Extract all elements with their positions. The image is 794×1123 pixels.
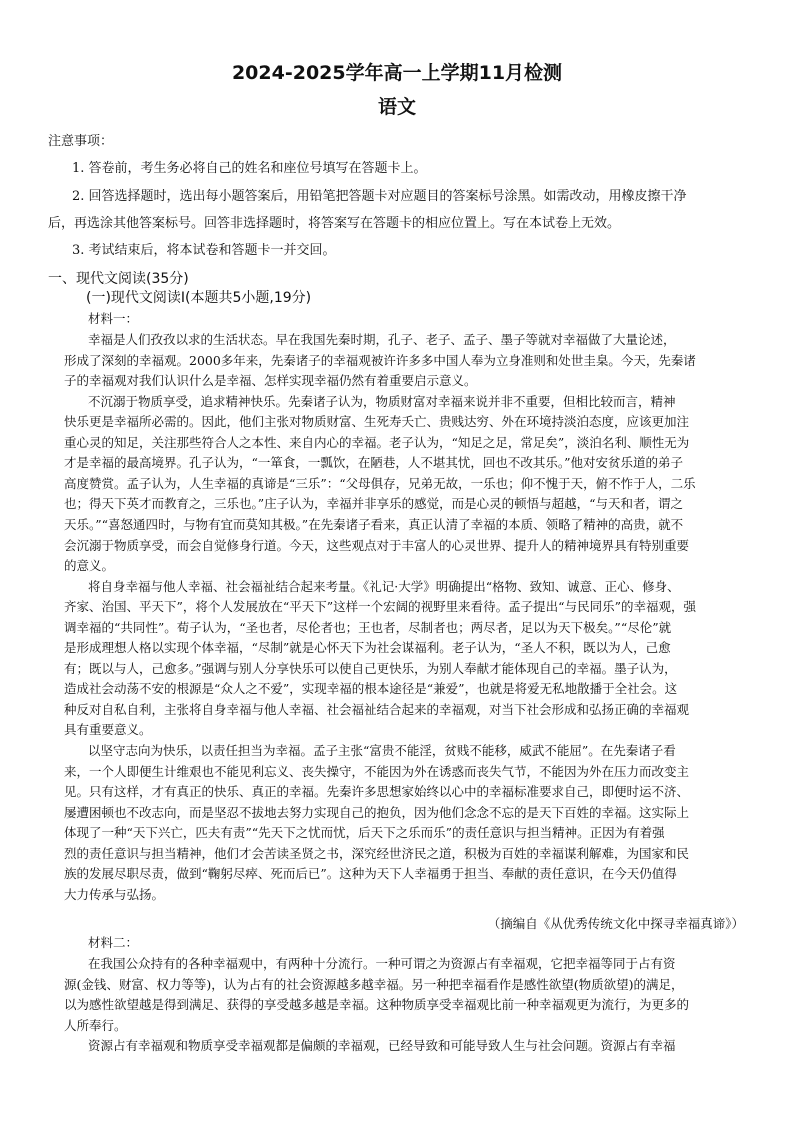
material1-line: 以坚守志向为快乐，以责任担当为幸福。孟子主张“富贵不能淫，贫贱不能移，威武不能屈”。在先秦诸子看	[88, 743, 676, 758]
material1-line: 形成了深刻的幸福观。2000多年来，先秦诸子的幸福观被许许多多中国人奉为立身准则和处世圭臬。今天，先秦诸	[64, 352, 696, 368]
material1-line: 的意义。	[64, 558, 115, 574]
material1-line: 种反对自私自利，主张将自身幸福与他人幸福、社会福祉结合起来的幸福观，对当下社会形成和弘扬正确的幸福观	[64, 701, 690, 717]
material1-line: 具有重要意义。	[64, 722, 152, 738]
material1-line: 烈的责任意识与担当精神，他们才会苦读圣贤之书，深究经世济民之道，积极为百姓的幸福谋利解难，为国家和民	[64, 845, 690, 861]
material1-line: 幸福是人们孜孜以求的生活状态。早在我国先秦时期，孔子、老子、孟子、墨子等就对幸福做了大量论述，	[88, 332, 676, 347]
material2-line: 在我国公众持有的各种幸福观中，有两种十分流行。一种可谓之为资源占有幸福观，它把幸福等同于占有资	[88, 956, 676, 971]
material2-line: 人所奉行。	[64, 1017, 127, 1033]
material1-line: 重心灵的知足，关注那些符合人之本性、来自内心的幸福。老子认为，“知足之足，常足矣”，淡泊名利、顺性无为	[64, 434, 690, 450]
exam-subject: 语文	[377, 96, 416, 118]
notice-item-1: 1. 答卷前，考生务必将自己的姓名和座位号填写在答题卡上。	[72, 161, 427, 176]
material1-line: 大力传承与弘扬。	[64, 886, 165, 902]
material1-line: 会沉溺于物质享受，而会自觉修身行道。今天，这些观点对于丰富人的心灵世界、提升人的精神境界具有特别重要	[64, 537, 690, 553]
material1-line: 见。只有这样，才有真正的快乐、真正的幸福。先秦许多思想家始终以心中的幸福标准要求自己，即便时运不济、	[64, 784, 690, 800]
subsection-title: (一)现代文阅读Ⅰ(本题共5小题,19分)	[86, 290, 312, 306]
material2-line: 资源占有幸福观和物质享受幸福观都是偏颇的幸福观，已经导致和可能导致人生与社会问题。资源占有幸福	[88, 1038, 676, 1054]
notice-item-2: 2. 回答选择题时，选出每小题答案后，用铅笔把答题卡对应题目的答案标号涂黑。如需改动，用橡皮擦干净	[72, 189, 687, 204]
material1-line: 屡遭困顿也不改志向，而是坚忍不拔地去努力实现自己的抱负，因为他们念念不忘的是天下百姓的幸福。这实际上	[64, 804, 690, 820]
material1-line: 也；得天下英才而教育之，三乐也。”庄子认为，幸福并非享乐的感觉，而是心灵的顿悟与超越，“与天和者，谓之	[64, 496, 684, 512]
source-citation: （摘编自《从优秀传统文化中探寻幸福真谛》）	[487, 916, 744, 931]
notice-item-2-cont: 后，再选涂其他答案标号。回答非选择题时，将答案写在答题卡的相应位置上。写在本试卷上无效。	[48, 216, 621, 231]
material1-line: 才是幸福的最高境界。孔子认为，“一箪食，一瓢饮，在陋巷，人不堪其忧，回也不改其乐。”他对安贫乐道的弟子	[64, 455, 684, 471]
material1-line: 有；既以与人，己愈多。”强调与别人分享快乐可以使自己更快乐，为别人奉献才能体现自己的幸福。墨子认为，	[64, 660, 677, 676]
material1-line: 调幸福的“共同性”。荀子认为，“圣也者，尽伦者也；王也者，尽制者也；两尽者，足以为天下极矣。”“尽伦”就	[64, 619, 672, 635]
material1-line: 是形成理想人格以实现个体幸福，“尽制”就是心怀天下为社会谋福利。老子认为，“圣人不积，既以为人，己愈	[64, 640, 671, 656]
notice-item-3: 3. 考试结束后，将本试卷和答题卡一并交回。	[72, 243, 336, 258]
material1-label: 材料一：	[88, 311, 139, 326]
material1-line: 子的幸福观对我们认识什么是幸福、怎样实现幸福仍然有着重要启示意义。	[64, 373, 477, 389]
material1-line: 天乐。”“喜怒通四时，与物有宜而莫知其极。”在先秦诸子看来，真正认清了幸福的本质、领略了精神的高贵，就不	[64, 516, 684, 532]
material1-line: 高度赞赏。孟子认为，人生幸福的真谛是“三乐”：“父母俱存，兄弟无故，一乐也；仰不愧于天，俯不怍于人，二乐	[64, 475, 696, 491]
material1-line: 不沉溺于物质享受，追求精神快乐。先秦诸子认为，物质财富对幸福来说并非不重要，但相比较而言，精神	[88, 393, 676, 409]
notice-heading: 注意事项：	[48, 134, 114, 149]
material2-line: 源(金钱、财富、权力等等)，认为占有的社会资源越多越幸福。另一种把幸福看作是感性欲望(物质欲望)的满足，	[64, 976, 684, 992]
material1-line: 造成社会动荡不安的根源是“众人之不爱”，实现幸福的根本途径是“兼爱”，也就是将爱无私地散播于全社会。这	[64, 681, 678, 697]
material1-line: 齐家、治国、平天下”，将个人发展放在“平天下”这样一个宏阔的视野里来看待。孟子提出“与民同乐”的幸福观，强	[64, 599, 696, 615]
material1-line: 快乐更是幸福所必需的。因此，他们主张对物质财富、生死寿夭亡、贵贱达穷、外在环境持淡泊态度，应该更加注	[64, 414, 690, 430]
material1-line: 体现了一种“天下兴亡，匹夫有责”“先天下之忧而忧，后天下之乐而乐”的责任意识与担当精神。正因为有着强	[64, 825, 665, 841]
exam-title: 2024-2025学年高一上学期11月检测	[231, 62, 563, 84]
material2-line: 以为感性欲望越是得到满足、获得的享受越多越是幸福。这种物质享受幸福观比前一种幸福观更为流行，为更多的	[64, 997, 690, 1013]
material1-line: 将自身幸福与他人幸福、社会福祉结合起来考量。《礼记·大学》明确提出“格物、致知、诚意、正心、修身、	[88, 578, 680, 594]
material2-label: 材料二：	[88, 935, 139, 950]
material1-line: 来，一个人即便生计维艰也不能见利忘义、丧失操守，不能因为外在诱惑而丧失气节，不能因为外在压力而改变主	[64, 763, 690, 779]
section-title: 一、现代文阅读(35分)	[48, 271, 189, 287]
material1-line: 族的发展尽职尽责，做到“鞠躬尽瘁、死而后已”。这种为天下人幸福勇于担当、奉献的责任意识，在今天仍值得	[64, 866, 677, 882]
